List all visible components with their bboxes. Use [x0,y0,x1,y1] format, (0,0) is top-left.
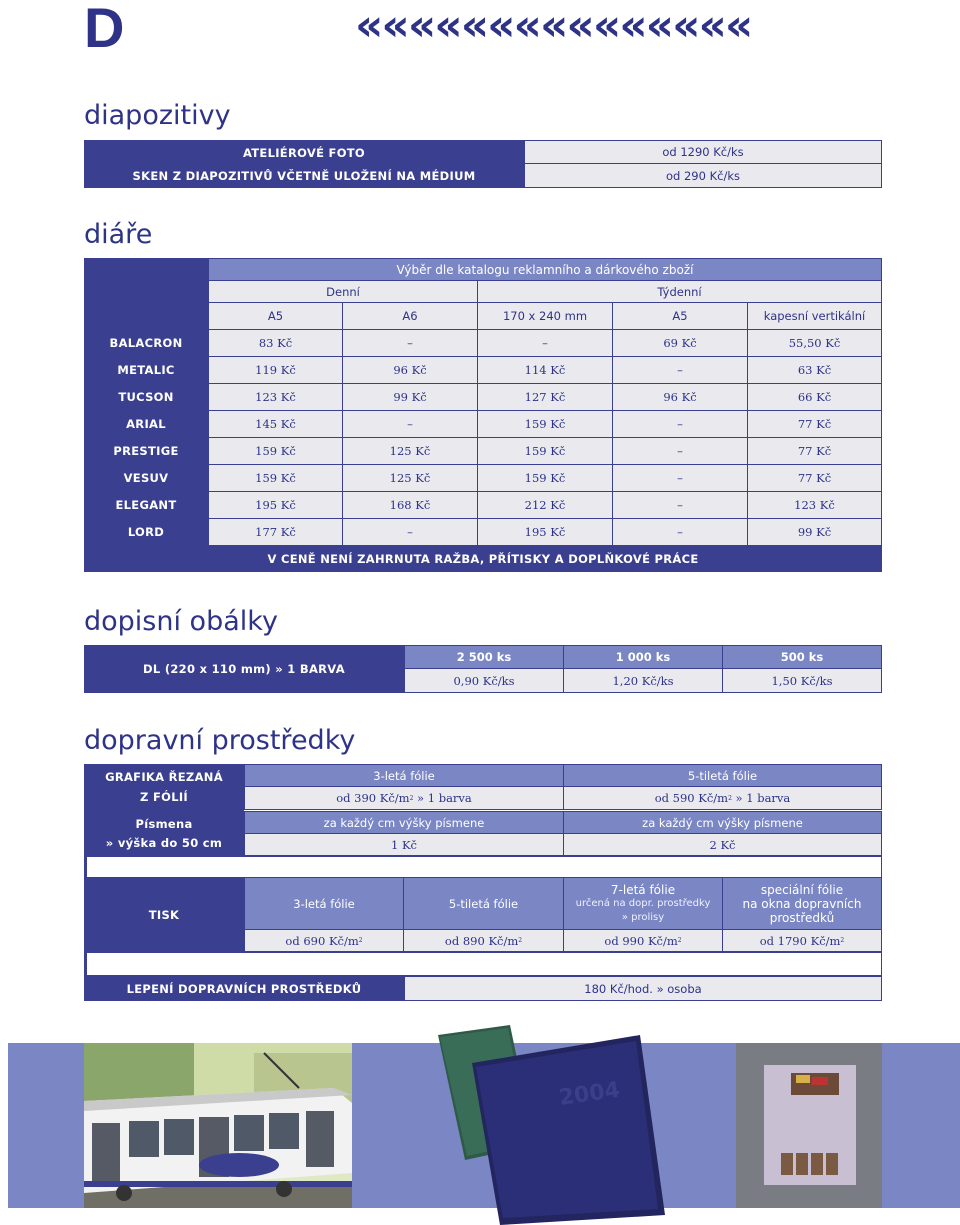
column-header: A6 [342,302,478,330]
diary-price-cell: 159 Kč [477,410,613,438]
diary-row-name: ARIAL [126,416,166,431]
tisk-header: 3-letá fólie [244,877,404,930]
diary-price-cell: 66 Kč [747,383,882,411]
column-header: kapesní vertikální [747,302,882,330]
catalog-header: Výběr dle katalogu reklamního a dárkového zboží [208,258,882,281]
tisk-header: speciální fólie na okna dopravních prostředků [722,877,882,930]
row-label: SKEN Z DIAPOZITIVŮ VČETNĚ ULOŽENÍ NA MÉDIUM [84,164,524,188]
diary-price-cell: 96 Kč [342,356,478,384]
diary-price-cell: 83 Kč [208,329,343,357]
diary-price-cell: 159 Kč [477,437,613,465]
diary-price-cell: 159 Kč [208,437,343,465]
diaries-photo [430,1025,670,1225]
diary-price-cell: 99 Kč [747,518,882,546]
group-header-denni: Denní [208,280,478,303]
tisk-label: TISK [84,877,244,952]
diary-price-cell: 125 Kč [342,464,478,492]
diary-row-name: VESUV [123,470,169,485]
diary-price-cell: 168 Kč [342,491,478,519]
quantity-header: 500 ks [722,645,882,669]
row-price: od 1290 Kč/ks [524,140,882,164]
diary-row-name: TUCSON [118,389,174,404]
pismena-header: za každý cm výšky písmene [244,811,564,834]
tisk-price: od 1790 Kč/m 2 [722,929,882,952]
diary-price-cell: 125 Kč [342,437,478,465]
diary-price-cell: – [342,329,478,357]
diary-price-cell: – [612,356,748,384]
diary-price-cell: 69 Kč [612,329,748,357]
chevron-decoration: ««««««««««««««« [355,4,752,48]
section-title-obalky: dopisní obálky [84,606,278,637]
pismena-price: 2 Kč [563,833,882,856]
diary-price-cell: 212 Kč [477,491,613,519]
section-title-doprava: dopravní prostředky [84,725,356,756]
diary-row-name: ELEGANT [115,497,177,512]
diary-price-cell: 123 Kč [208,383,343,411]
tram-photo [84,1043,352,1208]
diary-price-cell: 127 Kč [477,383,613,411]
group-header-tydenni: Týdenní [477,280,882,303]
diary-price-cell: 123 Kč [747,491,882,519]
diare-footer-note: V CENĚ NENÍ ZAHRNUTA RAŽBA, PŘÍTISKY A DOPLŇKOVÉ PRÁCE [84,545,882,572]
diary-price-cell: 96 Kč [612,383,748,411]
foil-header: 3-letá fólie [244,764,564,787]
diary-price-cell: – [612,410,748,438]
pismena-label-1: Písmena [135,817,193,831]
grafika-label-2: Z FÓLIÍ [140,790,188,804]
diary-price-cell: 77 Kč [747,464,882,492]
row-label: ATELIÉROVÉ FOTO [84,141,524,165]
diary-price-cell: 114 Kč [477,356,613,384]
tisk-price: od 890 Kč/m 2 [403,929,564,952]
quantity-price: 1,50 Kč/ks [722,668,882,693]
diary-price-cell: 119 Kč [208,356,343,384]
lepeni-label: LEPENÍ DOPRAVNÍCH PROSTŘEDKŮ [84,976,404,1001]
pismena-price: 1 Kč [244,833,564,856]
tisk-header: 7-letá fólie určená na dopr. prostředky » prolisy [563,877,723,930]
diary-row-name: LORD [127,524,165,539]
diary-price-cell: 177 Kč [208,518,343,546]
lepeni-price: 180 Kč/hod. » osoba [404,976,882,1001]
diary-price-cell: – [612,464,748,492]
diary-price-cell: 195 Kč [208,491,343,519]
diary-row-name: METALIC [117,362,175,377]
diary-price-cell: 195 Kč [477,518,613,546]
section-letter: D [84,0,125,59]
diary-year: 2004 [557,1077,622,1111]
diary-price-cell: 55,50 Kč [747,329,882,357]
diary-price-cell: 159 Kč [477,464,613,492]
diary-price-cell: – [612,518,748,546]
pismena-label-2: » výška do 50 cm [105,836,223,850]
doprava-table [84,764,882,1002]
diary-price-cell: 145 Kč [208,410,343,438]
foil-price: od 590 Kč/m 2 » 1 barva [563,786,882,810]
obalky-table [84,645,882,693]
foil-header: 5-tiletá fólie [563,764,882,787]
diary-row-name: PRESTIGE [113,443,179,458]
grafika-label-1: GRAFIKA ŘEZANÁ [105,770,223,784]
diary-price-cell: 63 Kč [747,356,882,384]
diary-price-cell: – [477,329,613,357]
diapozitivy-table [84,140,882,188]
foil-price: od 390 Kč/m 2 » 1 barva [244,786,564,810]
section-title-diare: diáře [84,219,153,250]
quantity-header: 1 000 ks [563,645,723,669]
diary-price-cell: 159 Kč [208,464,343,492]
diare-table [84,258,882,572]
diary-price-cell: 99 Kč [342,383,478,411]
quantity-header: 2 500 ks [404,645,564,669]
quantity-price: 0,90 Kč/ks [404,668,564,693]
column-header: 170 x 240 mm [477,302,613,330]
diary-price-cell: 77 Kč [747,437,882,465]
diary-price-cell: – [342,518,478,546]
diary-row-name: BALACRON [109,335,183,350]
diary-price-cell: 77 Kč [747,410,882,438]
envelope-label: DL (220 x 110 mm) » 1 BARVA [84,645,404,693]
diary-price-cell: – [612,437,748,465]
tisk-header: 5-tiletá fólie [403,877,564,930]
row-price: od 290 Kč/ks [524,163,882,188]
product-photo [736,1043,882,1208]
tisk-price: od 690 Kč/m 2 [244,929,404,952]
pismena-header: za každý cm výšky písmene [563,811,882,834]
quantity-price: 1,20 Kč/ks [563,668,723,693]
diary-price-cell: – [342,410,478,438]
tisk-price: od 990 Kč/m 2 [563,929,723,952]
column-header: A5 [612,302,748,330]
diary-price-cell: – [612,491,748,519]
section-title-diapozitivy: diapozitivy [84,100,231,131]
column-header: A5 [208,302,343,330]
